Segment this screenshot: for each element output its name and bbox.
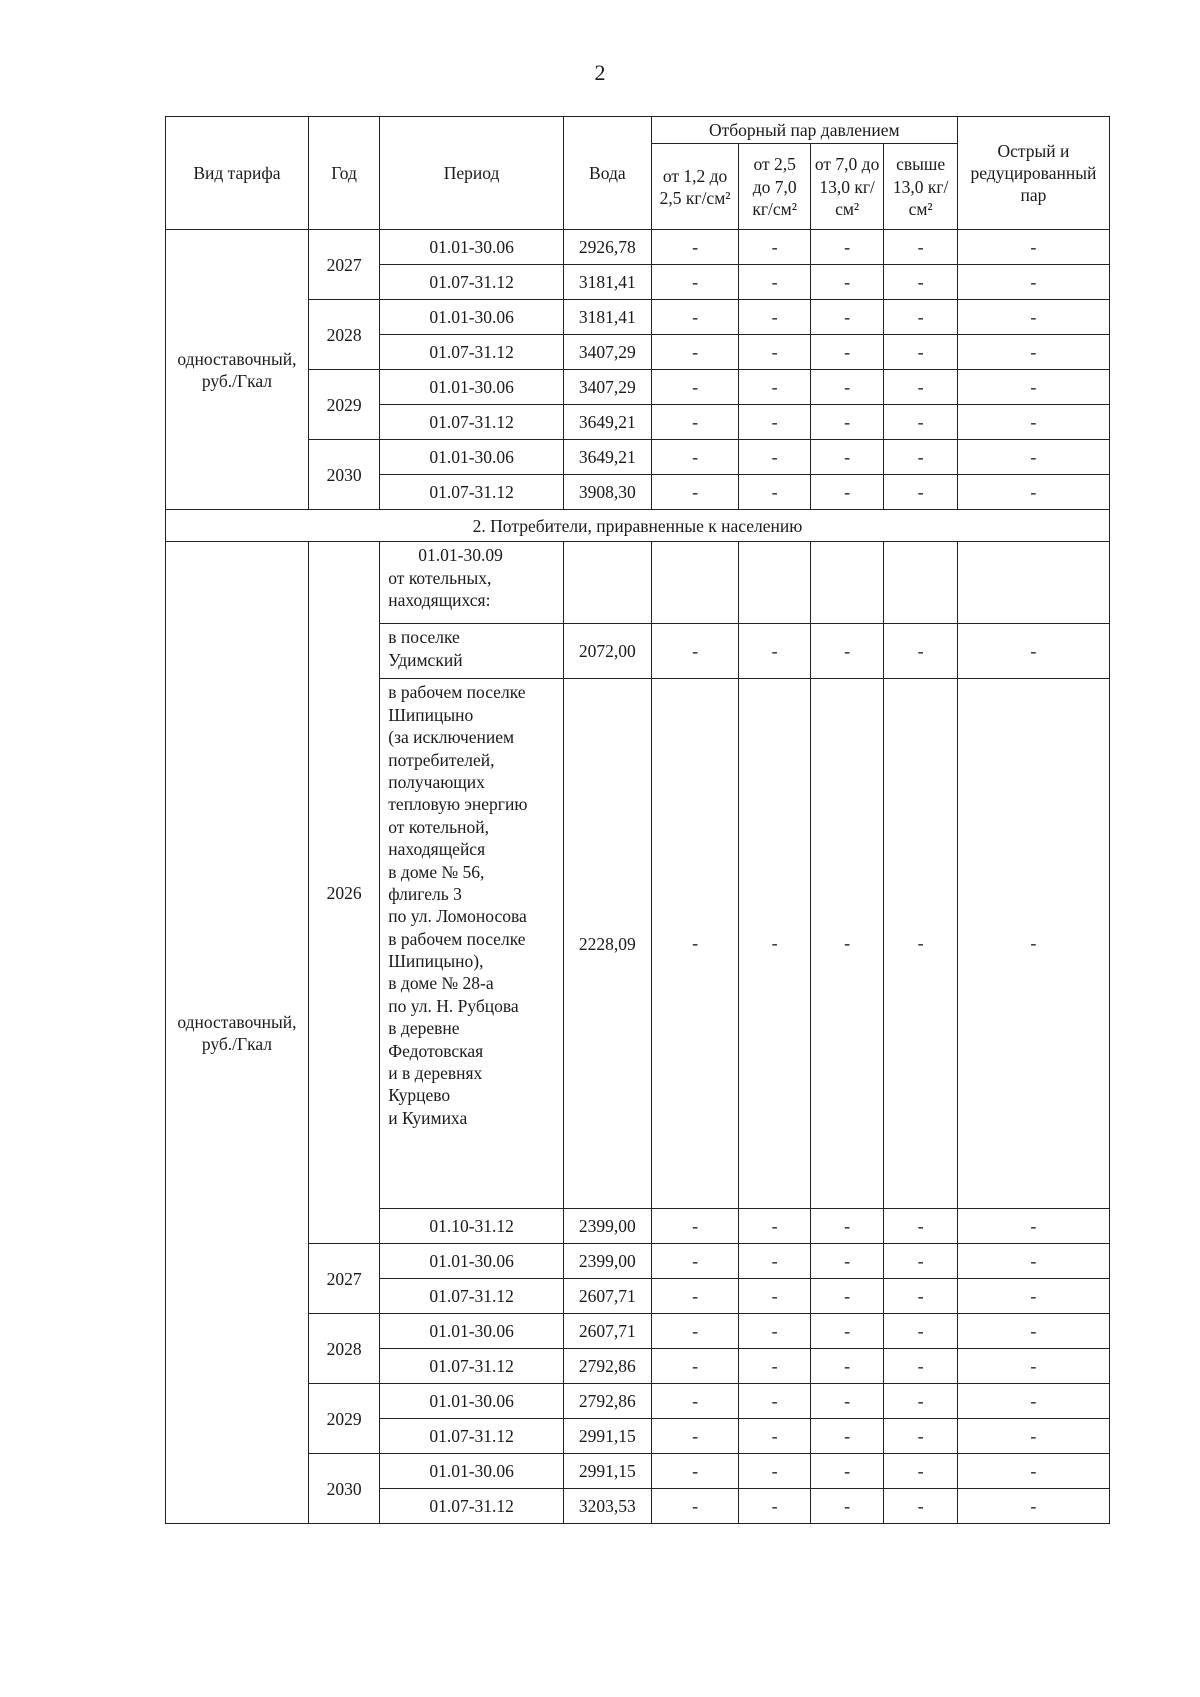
year-cell: 2030 (308, 1454, 379, 1524)
dash-cell: - (884, 1244, 958, 1279)
header-sharp-steam: Острый и редуцированный пар (957, 117, 1109, 230)
dash-cell: - (739, 1419, 810, 1454)
water-cell: 2399,00 (563, 1244, 651, 1279)
water-cell: 3649,21 (563, 440, 651, 475)
dash-cell: - (810, 1489, 883, 1524)
dash-cell: - (884, 679, 958, 1209)
dash-cell: - (810, 335, 883, 370)
year-cell: 2026 (308, 542, 379, 1244)
dash-cell: - (810, 230, 883, 265)
period-cell: 01.07-31.12 (380, 335, 564, 370)
dash-cell: - (739, 370, 810, 405)
year-cell: 2028 (308, 1314, 379, 1384)
dash-cell: - (884, 300, 958, 335)
address-line: получающих (388, 771, 485, 792)
period-text: 01.01-30.09 (418, 545, 503, 566)
dash-cell: - (739, 679, 810, 1209)
water-cell: 3181,41 (563, 265, 651, 300)
dash-cell: - (651, 679, 739, 1209)
dash-cell: - (739, 1349, 810, 1384)
period-cell (380, 542, 564, 624)
year-cell: 2029 (308, 370, 379, 440)
year-cell: 2027 (308, 1244, 379, 1314)
empty-cell (739, 542, 810, 624)
dash-cell: - (884, 1209, 958, 1244)
address-line: Курцево (388, 1085, 451, 1106)
dash-cell: - (957, 300, 1109, 335)
dash-cell: - (739, 1384, 810, 1419)
dash-cell: - (810, 405, 883, 440)
address-line: в рабочем поселке (388, 682, 526, 703)
dash-cell: - (957, 1209, 1109, 1244)
period-cell: 01.01-30.06 (380, 1454, 564, 1489)
period-cell: 01.07-31.12 (380, 1419, 564, 1454)
dash-cell: - (810, 1279, 883, 1314)
period-cell: 01.01-30.06 (380, 370, 564, 405)
dash-cell: - (651, 370, 739, 405)
dash-cell: - (810, 624, 883, 679)
dash-cell: - (651, 1314, 739, 1349)
dash-cell: - (884, 265, 958, 300)
address-line: по ул. Ломоносова (388, 906, 527, 927)
period-cell: 01.07-31.12 (380, 1489, 564, 1524)
period-cell: 01.01-30.06 (380, 300, 564, 335)
dash-cell: - (957, 1314, 1109, 1349)
dash-cell: - (651, 1384, 739, 1419)
period-cell: 01.01-30.06 (380, 440, 564, 475)
dash-cell: - (884, 335, 958, 370)
period-cell: 01.07-31.12 (380, 1279, 564, 1314)
page-number: 2 (594, 60, 606, 85)
water-cell: 3407,29 (563, 370, 651, 405)
period-cell: 01.10-31.12 (380, 1209, 564, 1244)
dash-cell: - (739, 405, 810, 440)
address-line: в рабочем поселке (388, 928, 526, 949)
dash-cell: - (739, 475, 810, 510)
period-cell: 01.01-30.06 (380, 1314, 564, 1349)
header-steam-group: Отборный пар давлением (651, 117, 957, 144)
dash-cell: - (739, 300, 810, 335)
address-line: от котельной, (388, 816, 489, 837)
address-line: по ул. Н. Рубцова (388, 995, 519, 1016)
dash-cell: - (739, 440, 810, 475)
address-line: от котельных, (388, 567, 492, 588)
dash-cell: - (957, 1279, 1109, 1314)
dash-cell: - (651, 335, 739, 370)
dash-cell: - (957, 1349, 1109, 1384)
dash-cell: - (884, 624, 958, 679)
dash-cell: - (651, 440, 739, 475)
dash-cell: - (810, 679, 883, 1209)
address-line: в деревне (388, 1018, 460, 1039)
dash-cell: - (884, 405, 958, 440)
empty-cell (957, 542, 1109, 624)
dash-cell: - (651, 1489, 739, 1524)
dash-cell: - (810, 1349, 883, 1384)
dash-cell: - (739, 1489, 810, 1524)
dash-cell: - (884, 1419, 958, 1454)
empty-cell (651, 542, 739, 624)
empty-cell (810, 542, 883, 624)
water-cell: 2228,09 (563, 679, 651, 1209)
water-cell: 3407,29 (563, 335, 651, 370)
dash-cell: - (957, 265, 1109, 300)
address-line: и Куимиха (388, 1107, 468, 1128)
dash-cell: - (884, 230, 958, 265)
address-line: Федотовская (388, 1040, 484, 1061)
dash-cell: - (810, 475, 883, 510)
header-period: Период (380, 117, 564, 230)
period-cell: 01.01-30.06 (380, 1384, 564, 1419)
year-cell: 2030 (308, 440, 379, 510)
dash-cell: - (957, 370, 1109, 405)
dash-cell: - (957, 475, 1109, 510)
address-line: и в деревнях (388, 1063, 483, 1084)
dash-cell: - (651, 405, 739, 440)
header-tariff-type: Вид тарифа (166, 117, 309, 230)
header-steam-4: свыше 13,0 кг/см² (884, 144, 958, 230)
header-year: Год (308, 117, 379, 230)
period-cell: 01.07-31.12 (380, 265, 564, 300)
dash-cell: - (957, 440, 1109, 475)
dash-cell: - (810, 370, 883, 405)
address-cell (380, 624, 564, 679)
address-line: в поселке (388, 627, 460, 648)
dash-cell: - (884, 1384, 958, 1419)
dash-cell: - (810, 440, 883, 475)
dash-cell: - (739, 265, 810, 300)
dash-cell: - (957, 1244, 1109, 1279)
water-cell-empty (563, 542, 651, 624)
water-cell: 2072,00 (563, 624, 651, 679)
water-cell: 2926,78 (563, 230, 651, 265)
address-line: флигель 3 (388, 883, 462, 904)
dash-cell: - (739, 1244, 810, 1279)
dash-cell: - (739, 1314, 810, 1349)
dash-cell: - (957, 1384, 1109, 1419)
tariff-table (165, 116, 1110, 1524)
dash-cell: - (884, 1489, 958, 1524)
dash-cell: - (884, 440, 958, 475)
dash-cell: - (957, 335, 1109, 370)
water-cell: 3908,30 (563, 475, 651, 510)
address-line: находящейся (388, 839, 486, 860)
dash-cell: - (884, 475, 958, 510)
dash-cell: - (810, 1384, 883, 1419)
year-cell: 2029 (308, 1384, 379, 1454)
address-line: (за исключением (388, 727, 515, 748)
dash-cell: - (739, 1209, 810, 1244)
dash-cell: - (810, 1454, 883, 1489)
dash-cell: - (957, 679, 1109, 1209)
dash-cell: - (739, 1279, 810, 1314)
dash-cell: - (739, 1454, 810, 1489)
dash-cell: - (739, 230, 810, 265)
water-cell: 3181,41 (563, 300, 651, 335)
dash-cell: - (651, 300, 739, 335)
dash-cell: - (739, 624, 810, 679)
dash-cell: - (957, 230, 1109, 265)
dash-cell: - (884, 1454, 958, 1489)
water-cell: 2607,71 (563, 1279, 651, 1314)
dash-cell: - (884, 370, 958, 405)
water-cell: 2607,71 (563, 1314, 651, 1349)
dash-cell: - (739, 335, 810, 370)
dash-cell: - (810, 300, 883, 335)
year-cell: 2027 (308, 230, 379, 300)
period-cell: 01.01-30.06 (380, 230, 564, 265)
dash-cell: - (810, 1209, 883, 1244)
dash-cell: - (957, 1454, 1109, 1489)
water-cell: 2991,15 (563, 1419, 651, 1454)
header-water: Вода (563, 117, 651, 230)
dash-cell: - (957, 624, 1109, 679)
section-title: 2. Потребители, приравненные к населению (166, 510, 1110, 542)
dash-cell: - (651, 624, 739, 679)
dash-cell: - (651, 1209, 739, 1244)
water-cell: 2792,86 (563, 1384, 651, 1419)
dash-cell: - (884, 1279, 958, 1314)
header-steam-2: от 2,5 до 7,0 кг/см² (739, 144, 810, 230)
empty-cell (884, 542, 958, 624)
period-cell: 01.01-30.06 (380, 1244, 564, 1279)
dash-cell: - (957, 1489, 1109, 1524)
tariff-type-cell: одноставочный, руб./Гкал (166, 542, 309, 1524)
water-cell: 3649,21 (563, 405, 651, 440)
address-line: Шипицыно), (388, 951, 484, 972)
dash-cell: - (810, 1314, 883, 1349)
dash-cell: - (651, 265, 739, 300)
tariff-type-cell: одноставочный, руб./Гкал (166, 230, 309, 510)
dash-cell: - (651, 1279, 739, 1314)
dash-cell: - (810, 1419, 883, 1454)
dash-cell: - (884, 1349, 958, 1384)
water-cell: 2792,86 (563, 1349, 651, 1384)
water-cell: 2991,15 (563, 1454, 651, 1489)
dash-cell: - (884, 1314, 958, 1349)
year-cell: 2028 (308, 300, 379, 370)
dash-cell: - (651, 1349, 739, 1384)
dash-cell: - (651, 1454, 739, 1489)
water-cell: 3203,53 (563, 1489, 651, 1524)
header-steam-1: от 1,2 до 2,5 кг/см² (651, 144, 739, 230)
period-cell: 01.07-31.12 (380, 405, 564, 440)
dash-cell: - (651, 475, 739, 510)
period-cell: 01.07-31.12 (380, 475, 564, 510)
header-steam-3: от 7,0 до 13,0 кг/см² (810, 144, 883, 230)
dash-cell: - (957, 1419, 1109, 1454)
address-line: тепловую энергию (388, 794, 528, 815)
dash-cell: - (651, 1244, 739, 1279)
dash-cell: - (810, 265, 883, 300)
address-line: в доме № 28-а (388, 973, 494, 994)
address-line: Удимский (388, 649, 463, 670)
address-line: находящихся: (388, 590, 491, 611)
address-line: Шипицыно (388, 704, 474, 725)
water-cell: 2399,00 (563, 1209, 651, 1244)
dash-cell: - (810, 1244, 883, 1279)
dash-cell: - (651, 230, 739, 265)
address-line: потребителей, (388, 749, 495, 770)
address-cell (380, 679, 564, 1209)
dash-cell: - (957, 405, 1109, 440)
period-cell: 01.07-31.12 (380, 1349, 564, 1384)
dash-cell: - (651, 1419, 739, 1454)
address-line: в доме № 56, (388, 861, 485, 882)
